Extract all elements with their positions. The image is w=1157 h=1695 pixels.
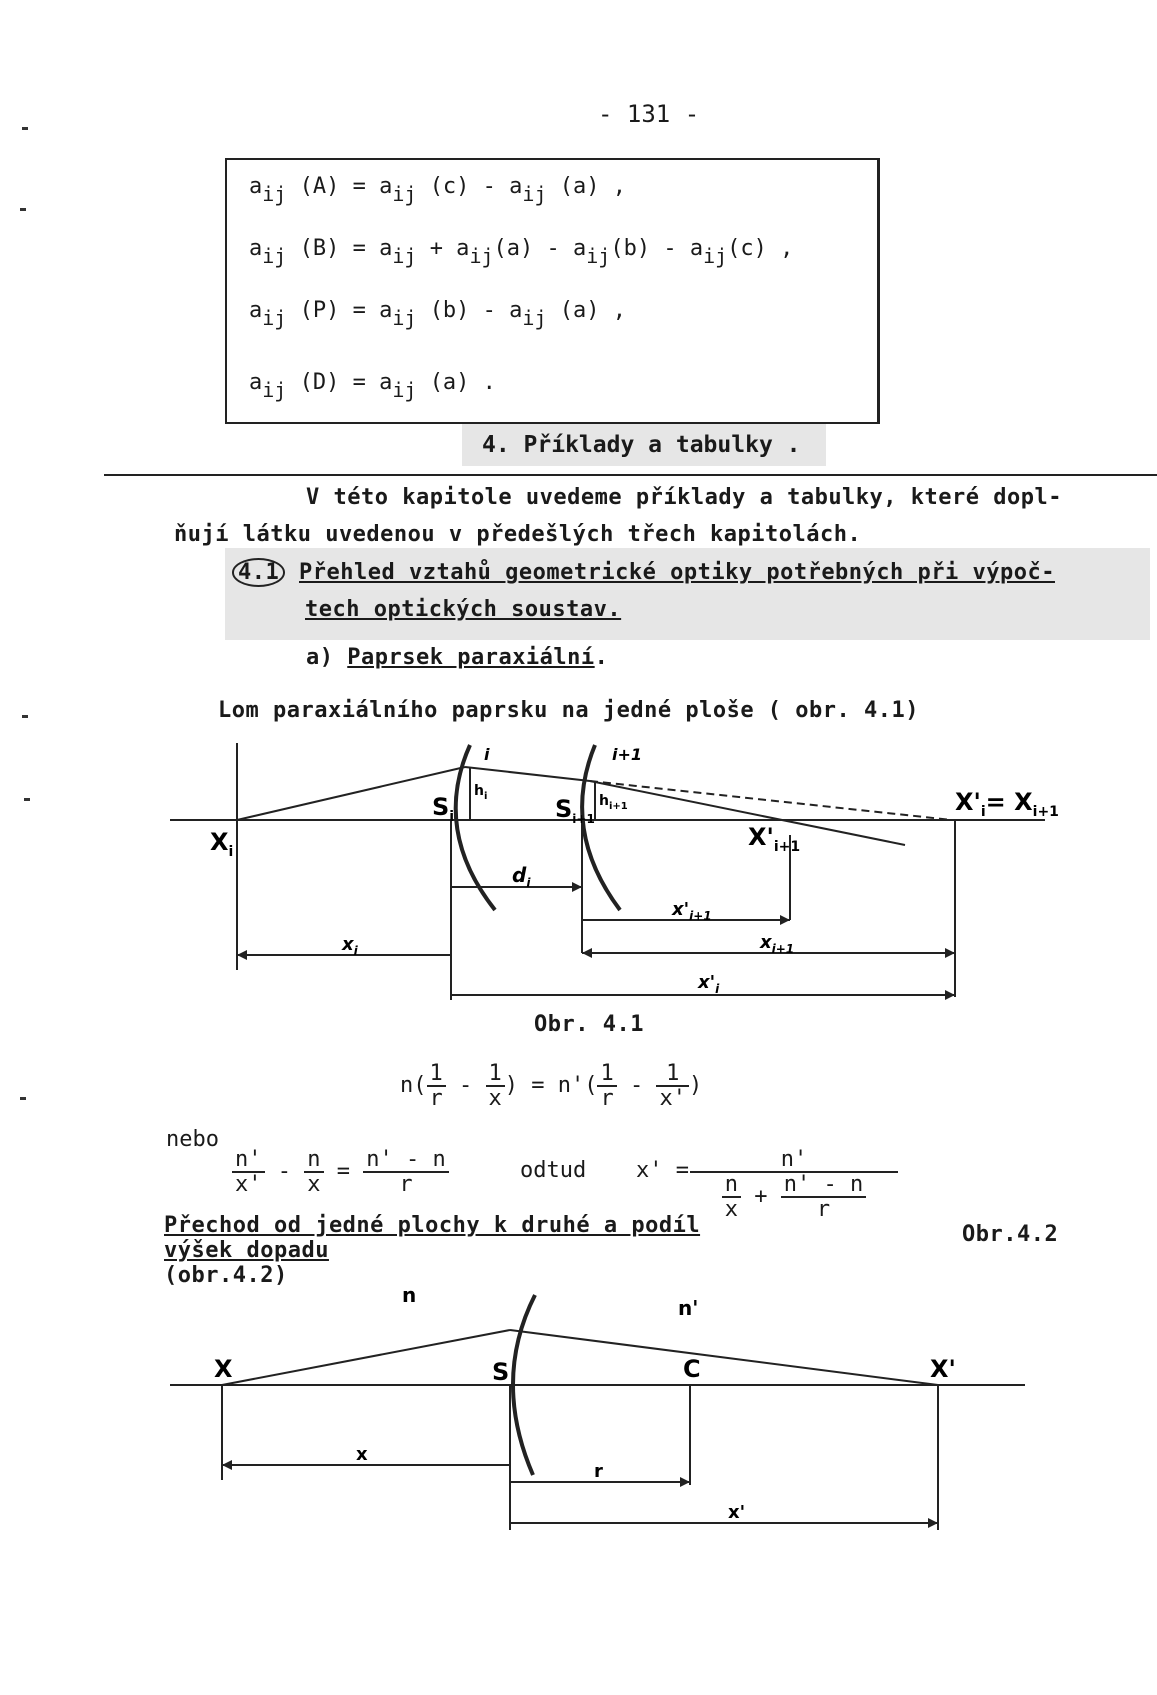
denominator: x' bbox=[659, 1086, 686, 1112]
formula-text: (a) , bbox=[559, 298, 626, 323]
label-x-dim: x bbox=[356, 1444, 368, 1465]
denominator: r bbox=[600, 1086, 614, 1112]
formula-subscript: ij bbox=[392, 306, 417, 330]
margin-mark bbox=[20, 208, 26, 211]
arrowhead bbox=[237, 950, 247, 960]
label-hi: $h_i$ bbox=[474, 783, 488, 802]
margin-mark bbox=[22, 715, 28, 718]
label-c: C bbox=[683, 1355, 701, 1383]
label-i: i bbox=[484, 745, 490, 764]
eq-text: ) = n'( bbox=[504, 1073, 598, 1099]
lom-text: Lom paraxiálního paprsku na jedné ploše ( obr. 4.1) bbox=[218, 698, 920, 723]
formula-subscript: ij bbox=[262, 306, 287, 330]
ray bbox=[222, 1330, 510, 1385]
label-i1: i+1 bbox=[612, 745, 643, 764]
formula-text: a bbox=[249, 370, 263, 395]
formula-subscript: ij bbox=[392, 182, 417, 206]
formula-subscript: ij bbox=[522, 306, 547, 330]
formula-row bbox=[249, 236, 793, 268]
arrowhead bbox=[582, 948, 592, 958]
formula-subscript: ij bbox=[522, 182, 547, 206]
label-xi-dim: $x_i$ bbox=[342, 934, 358, 958]
formula-text: = a bbox=[352, 298, 393, 323]
formula-text: (B) bbox=[299, 236, 340, 261]
figure-label-4-2: Obr.4.2 bbox=[962, 1222, 1059, 1247]
formula-text: (D) bbox=[299, 370, 340, 395]
formula-subscript: ij bbox=[262, 182, 287, 206]
item-a-prefix: a) bbox=[306, 645, 334, 670]
fraction bbox=[363, 1148, 448, 1196]
ray bbox=[237, 767, 465, 820]
eq-text: - bbox=[459, 1073, 473, 1099]
formula-text: = a bbox=[352, 174, 393, 199]
nebo-label: nebo bbox=[166, 1127, 219, 1152]
formula-subscript: ij bbox=[262, 244, 287, 268]
prechod-line: Přechod od jedné plochy k druhé a podíl bbox=[164, 1213, 701, 1238]
figure-4-1 bbox=[0, 735, 1157, 1025]
label-x-point: X bbox=[214, 1355, 233, 1383]
formula-text: = a bbox=[352, 236, 393, 261]
intro-line: ňují látku uvedenou v předešlých třech kapitolách. bbox=[174, 522, 862, 547]
formula-subscript: ij bbox=[703, 244, 728, 268]
eq-text: + bbox=[754, 1184, 768, 1210]
numerator: n' bbox=[232, 1148, 265, 1173]
page-number: - 131 - bbox=[598, 100, 700, 128]
formula-subscript: ij bbox=[586, 244, 611, 268]
formula-row bbox=[249, 370, 496, 402]
denominator: r bbox=[429, 1086, 443, 1112]
denominator: x bbox=[307, 1172, 321, 1198]
formula-subscript: ij bbox=[262, 378, 287, 402]
formula-text: (A) bbox=[299, 174, 340, 199]
numerator: 1 bbox=[597, 1062, 616, 1087]
subsection-title-text: tech optických soustav. bbox=[305, 597, 622, 622]
item-a-suffix: . bbox=[594, 645, 609, 670]
formula-subscript: ij bbox=[469, 244, 494, 268]
fraction bbox=[427, 1062, 446, 1110]
fraction bbox=[486, 1062, 505, 1110]
figure-caption: Obr. 4.1 bbox=[534, 1012, 644, 1037]
formula-text: (a) . bbox=[429, 370, 496, 395]
arrowhead bbox=[780, 915, 790, 925]
ray-dashed bbox=[590, 781, 952, 820]
denominator: r bbox=[399, 1172, 413, 1198]
numerator: n' - n bbox=[781, 1173, 866, 1198]
formula-text: (b) - a bbox=[429, 298, 523, 323]
label-xi1-dim: $x_{i+1}$ bbox=[760, 932, 795, 956]
label-n: n bbox=[402, 1283, 417, 1307]
numerator: n bbox=[722, 1173, 741, 1198]
eq-text: = bbox=[336, 1159, 350, 1185]
formula-text: = a bbox=[352, 370, 393, 395]
numerator: n bbox=[304, 1148, 323, 1173]
eq-text: n( bbox=[400, 1073, 427, 1099]
equation-lom bbox=[400, 1062, 702, 1110]
label-xprime-dim: x' bbox=[728, 1502, 746, 1523]
fraction bbox=[232, 1148, 265, 1196]
fraction bbox=[690, 1148, 898, 1221]
formula-text: (c) - a bbox=[429, 174, 523, 199]
arrowhead bbox=[222, 1460, 232, 1470]
label-di: $d_i$ bbox=[512, 863, 531, 890]
arrowhead bbox=[945, 948, 955, 958]
label-s: S bbox=[492, 1358, 510, 1386]
xprime-label: x' = bbox=[636, 1158, 689, 1183]
subsection-number: 4.1 bbox=[232, 558, 285, 587]
denominator bbox=[690, 1173, 898, 1221]
fraction bbox=[722, 1173, 741, 1221]
formula-subscript: ij bbox=[392, 378, 417, 402]
section-rule bbox=[104, 474, 1157, 476]
subsection-title bbox=[232, 558, 1055, 587]
fraction bbox=[781, 1173, 866, 1221]
arrowhead bbox=[680, 1477, 690, 1487]
label-xpi-dim: $x'_i$ bbox=[698, 972, 720, 996]
odtud-label: odtud bbox=[520, 1158, 587, 1183]
fraction bbox=[597, 1062, 616, 1110]
denominator: x bbox=[724, 1197, 738, 1223]
formula-subscript: ij bbox=[392, 244, 417, 268]
formula-text: (c) , bbox=[727, 236, 794, 261]
fraction bbox=[656, 1062, 689, 1110]
eq-text: ) bbox=[688, 1073, 703, 1099]
formula-row bbox=[249, 174, 626, 206]
margin-mark bbox=[20, 1097, 26, 1100]
prechod-line: (obr.4.2) bbox=[164, 1263, 288, 1288]
formula-text: + a bbox=[429, 236, 470, 261]
numerator: 1 bbox=[486, 1062, 505, 1087]
formula-text: a bbox=[249, 298, 263, 323]
label-si: $S_i$ bbox=[432, 793, 455, 825]
surface-i1 bbox=[582, 745, 620, 910]
formula-text: a bbox=[249, 174, 263, 199]
arrowhead bbox=[572, 882, 582, 892]
arrowhead bbox=[945, 990, 955, 1000]
arrowhead bbox=[928, 1518, 938, 1528]
denominator: x' bbox=[235, 1172, 262, 1198]
formula-text: (a) - a bbox=[493, 236, 587, 261]
subsection-title-text: Přehled vztahů geometrické optiky potřebných při výpoč- bbox=[299, 560, 1055, 585]
formula-text: (P) bbox=[299, 298, 340, 323]
margin-mark bbox=[22, 127, 28, 130]
label-si1: $S_{i+1}$ bbox=[555, 795, 595, 826]
item-a bbox=[306, 645, 608, 670]
label-xi: $X_i$ bbox=[210, 828, 234, 860]
label-xpi-eq: $X'_i= X_{i+1}$ bbox=[955, 788, 1059, 820]
formula-row bbox=[249, 298, 626, 330]
label-xpi1-dim: $x'_{i+1}$ bbox=[672, 899, 712, 923]
formula-text: (b) - a bbox=[610, 236, 704, 261]
denominator: x bbox=[488, 1086, 502, 1112]
fraction bbox=[304, 1148, 323, 1196]
numerator: 1 bbox=[427, 1062, 446, 1087]
prechod-line: výšek dopadu bbox=[164, 1238, 329, 1263]
ray bbox=[510, 1330, 938, 1385]
formula-box bbox=[225, 158, 880, 424]
item-a-title: Paprsek paraxiální bbox=[347, 645, 595, 670]
formula-text: (a) , bbox=[559, 174, 626, 199]
formula-text: a bbox=[249, 236, 263, 261]
label-xprime-point: X' bbox=[930, 1355, 956, 1383]
numerator: n' bbox=[690, 1148, 898, 1173]
equation-nebo bbox=[232, 1148, 449, 1196]
label-hi1: $h_{i+1}$ bbox=[599, 793, 628, 812]
eq-text: - bbox=[277, 1159, 291, 1185]
label-r-dim: r bbox=[594, 1461, 603, 1482]
equation-xprime bbox=[690, 1148, 898, 1221]
label-nprime: n' bbox=[678, 1296, 699, 1320]
section-heading: 4. Příklady a tabulky . bbox=[482, 432, 801, 458]
intro-line: V této kapitole uvedeme příklady a tabulky, které dopl- bbox=[306, 485, 1062, 510]
eq-text: - bbox=[629, 1073, 644, 1099]
figure-4-2 bbox=[0, 1280, 1157, 1540]
numerator: 1 bbox=[656, 1062, 689, 1087]
denominator: r bbox=[816, 1197, 831, 1223]
ray bbox=[465, 767, 590, 781]
numerator: n' - n bbox=[363, 1148, 448, 1173]
label-xpi1: $X'_{i+1}$ bbox=[748, 823, 801, 855]
